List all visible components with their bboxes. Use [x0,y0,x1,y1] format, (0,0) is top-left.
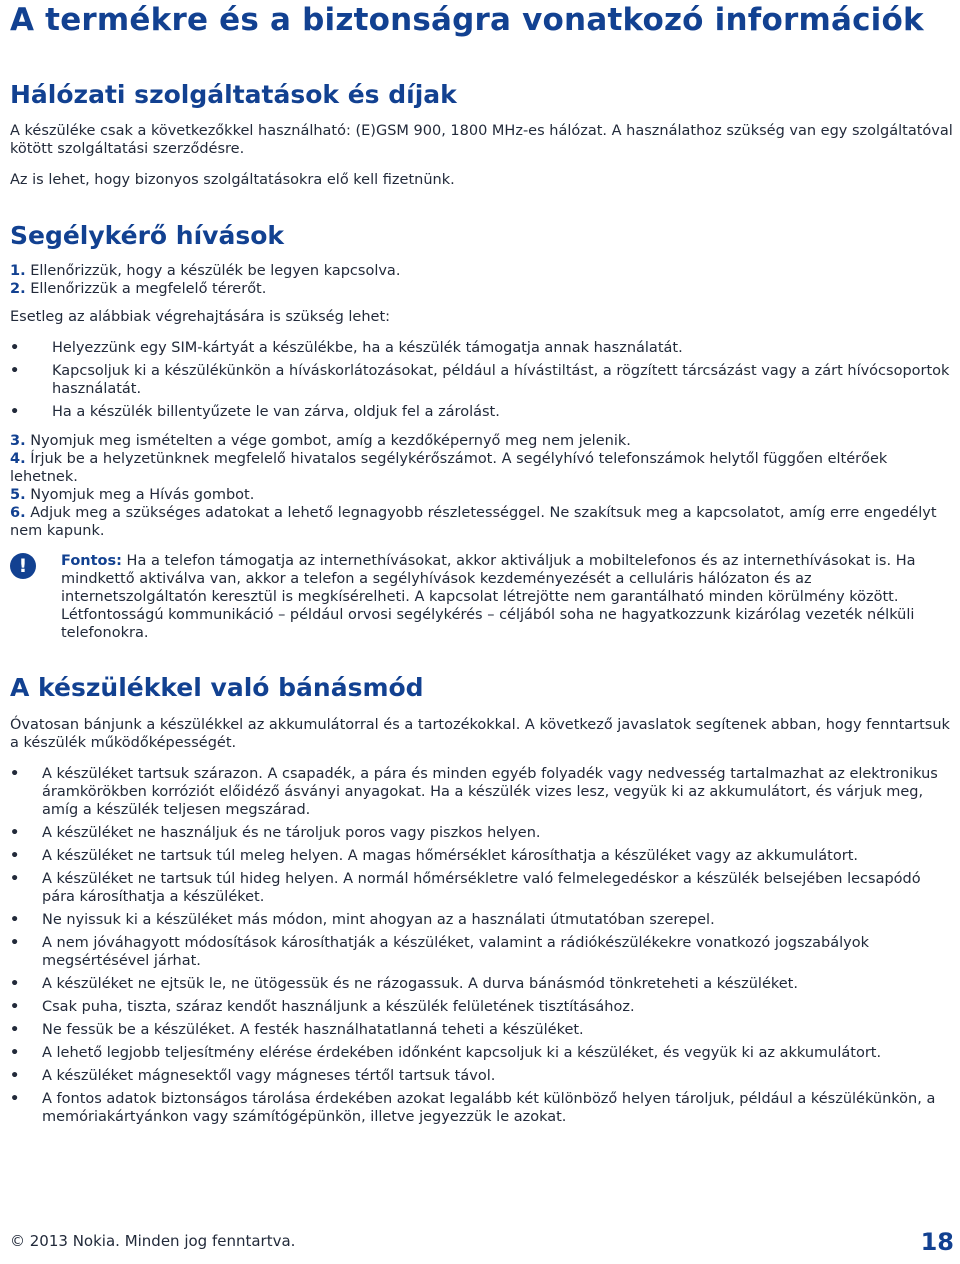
list-item-text: A készüléket ne tartsuk túl meleg helyen. A magas hőmérséklet károsíthatja a készüléket vagy az akkumulátort. [42,848,858,864]
important-note [61,552,956,642]
bullet-icon: • [10,404,20,420]
list-item-text: A nem jóváhagyott módosítások károsíthatják a készüléket, valamint a rádiókészülékekre vonatkozó jogszabályok megsértésével járhat. [42,935,870,969]
bullet-icon: • [10,871,20,887]
page-number: 18 [920,1228,954,1256]
note-text: Ha a telefon támogatja az internethívásokat, akkor aktiváljuk a mobiltelefonos és az internethívásokat is. Ha mindkettő aktiválva van, akkor a telefon a segélyhívások kezdeményezését a celluláris hálózaton és az internetszolgáltatón keresztül is megkísérelheti. A kapcsolat létrejötte nem garantálható minden körülmény között. Létfontosságú kommunikáció – például orvosi segélykérés – céljából soha ne hagyatkozzunk kizárólag vezeték nélküli telefonokra. [61,553,916,641]
list-item [10,824,956,842]
bullet-icon: • [10,912,20,928]
step-1 [10,262,956,280]
step-number: 6. [10,505,26,521]
list-item [10,870,956,906]
step-6 [10,504,956,540]
list-item-text: Helyezzünk egy SIM-kártyát a készülékbe, ha a készülék támogatja annak használatát. [52,340,683,356]
bullet-icon: • [10,1091,20,1107]
list-item-text: Ne nyissuk ki a készüléket más módon, mint ahogyan az a használati útmutatóban szerepel. [42,912,715,928]
bullet-icon: • [10,363,20,379]
section-heading-device-care: A készülékkel való bánásmód [10,673,424,702]
page-title: A termékre és a biztonságra vonatkozó információk [10,2,924,38]
step-4 [10,450,956,486]
bullet-icon: • [10,999,20,1015]
bullet-icon: • [10,1045,20,1061]
bullet-icon: • [10,340,20,356]
network-paragraph-2: Az is lehet, hogy bizonyos szolgáltatásokra elő kell fizetnünk. [10,172,455,188]
emergency-bullet-list [10,339,956,421]
step-number: 5. [10,487,26,503]
list-item [10,975,956,993]
network-paragraph-1: A készüléke csak a következőkkel használható: (E)GSM 900, 1800 MHz-es hálózat. A használathoz szükség van egy szolgáltatóval kötött szolgáltatási szerződésre. [10,123,953,157]
list-item [10,362,956,398]
section-heading-emergency: Segélykérő hívások [10,221,285,250]
step-number: 4. [10,451,26,467]
list-item [10,847,956,865]
list-item [10,1090,956,1126]
list-item-text: A készüléket ne ejtsük le, ne ütögessük és ne rázogassuk. A durva bánásmód tönkreteheti a készüléket. [42,976,798,992]
step-text: Ellenőrizzük, hogy a készülék be legyen kapcsolva. [25,263,401,279]
list-item-text: A készüléket tartsuk szárazon. A csapadék, a pára és minden egyéb folyadék vagy nedvesség tartalmazhat az elektronikus áramkörökben korróziót előidéző ásványi anyagokat. Ha a készülék vizes lesz, vegyük ki az akkumulátort, és várjuk meg, amíg a készülék teljesen megszárad. [42,766,938,818]
list-item [10,1067,956,1085]
step-text: Nyomjuk meg a Hívás gombot. [25,487,255,503]
step-text: Adjuk meg a szükséges adatokat a lehető legnagyobb részletességgel. Ne szakítsuk meg a kapcsolatot, amíg erre engedélyt nem kapunk. [10,505,937,539]
list-item-text: A készüléket mágnesektől vagy mágneses tértől tartsuk távol. [42,1068,496,1084]
emergency-intro: Esetleg az alábbiak végrehajtására is szükség lehet: [10,309,391,325]
list-item-text: Kapcsoljuk ki a készülékünkön a híváskorlátozásokat, például a hívástiltást, a rögzített tárcsázást vagy a zárt hívócsoportok használatát. [52,363,950,397]
emergency-steps-3-6 [10,432,956,540]
step-3 [10,432,956,450]
bullet-icon: • [10,1068,20,1084]
footer-copyright: © 2013 Nokia. Minden jog fenntartva. [10,1232,296,1250]
bullet-icon: • [10,825,20,841]
list-item [10,911,956,929]
list-item-text: A készüléket ne használjuk és ne tároljuk poros vagy piszkos helyen. [42,825,541,841]
step-2 [10,280,956,298]
step-text: Ellenőrizzük a megfelelő térerőt. [25,281,267,297]
step-number: 1. [10,263,26,279]
list-item-text: A készüléket ne tartsuk túl hideg helyen. A normál hőmérsékletre való felmelegedéskor a készülék belsejében lecsapódó pára károsíthatja a készüléket. [42,871,921,905]
list-item [10,934,956,970]
list-item-text: Csak puha, tiszta, száraz kendőt használjunk a készülék felületének tisztításához. [42,999,635,1015]
list-item [10,1021,956,1039]
bullet-icon: • [10,976,20,992]
list-item [10,1044,956,1062]
bullet-icon: • [10,848,20,864]
section-heading-network: Hálózati szolgáltatások és díjak [10,80,457,109]
list-item [10,998,956,1016]
list-item [10,765,956,819]
list-item-text: Ha a készülék billentyűzete le van zárva, oldjuk fel a zárolást. [52,404,500,420]
list-item-text: A lehető legjobb teljesítmény elérése érdekében időnként kapcsoljuk ki a készüléket, és vegyük ki az akkumulátort. [42,1045,882,1061]
step-number: 2. [10,281,26,297]
bullet-icon: • [10,935,20,951]
bullet-icon: • [10,1022,20,1038]
emergency-steps-1-2 [10,262,956,298]
step-text: Nyomjuk meg ismételten a vége gombot, amíg a kezdőképernyő meg nem jelenik. [25,433,631,449]
note-label: Fontos: [61,553,122,569]
list-item-text: Ne fessük be a készüléket. A festék használhatatlanná teheti a készüléket. [42,1022,584,1038]
bullet-icon: • [10,766,20,782]
device-care-bullet-list [10,765,956,1126]
step-text: Írjuk be a helyzetünknek megfelelő hivatalos segélykérőszámot. A segélyhívó telefonszámok helytől függően eltérőek lehetnek. [10,451,888,485]
list-item-text: A fontos adatok biztonságos tárolása érdekében azokat legalább két különböző helyen tároljuk, például a készülékünkön, a memóriakártyánkon vagy számítógépünkön, illetve jegyezzük le azokat. [42,1091,936,1125]
step-number: 3. [10,433,26,449]
list-item [10,339,956,357]
list-item [10,403,956,421]
device-care-intro: Óvatosan bánjunk a készülékkel az akkumulátorral és a tartozékokkal. A következő javaslatok segítenek abban, hogy fenntartsuk a készülék működőképességét. [10,717,950,751]
exclamation-icon: ! [10,553,36,579]
step-5 [10,486,956,504]
